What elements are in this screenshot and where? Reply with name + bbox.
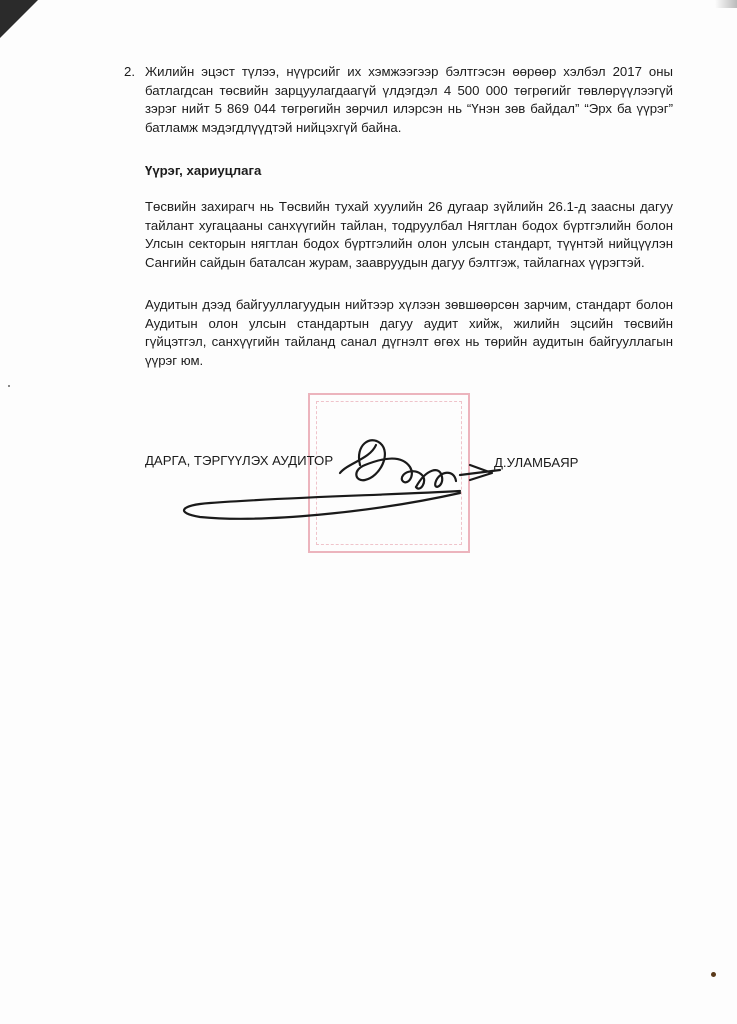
handwritten-signature	[170, 425, 510, 535]
scan-corner-shadow	[0, 0, 38, 38]
paragraph-responsibility-auditor	[145, 296, 673, 370]
paragraph-responsibility-manager	[145, 198, 673, 272]
section-heading: Үүрэг, хариуцлага	[145, 163, 262, 178]
list-item-number: 2.	[124, 64, 135, 79]
scan-dot	[8, 385, 10, 387]
signatory-name: Д.УЛАМБАЯР	[494, 455, 579, 470]
list-item-text: Жилийн эцэст түлээ, нүүрсийг их хэмжээгээр бэлтгэсэн өөрөөр хэлбэл 2017 оны батлагдсан төсвийн зарцуулагдаагүй үлдэгдэл 4 500 000 төгрөгийг төвлөрүүлээгүй зэрэг нийт 5 869 044 төгрөгийн зөрчил илэрсэн нь “Үнэн зөв байдал” “Эрх ба үүрэг” батламж мэдэгдлүүдтэй нийцэхгүй байна.	[145, 64, 673, 135]
signatory-title: ДАРГА, ТЭРГҮҮЛЭХ АУДИТОР	[145, 453, 334, 468]
paragraph-text: Аудитын дээд байгууллагуудын нийтээр хүлээн зөвшөөрсөн зарчим, стандарт болон Аудитын олон улсын стандартын дагуу аудит хийж, жилийн эцсийн төсвийн гүйцэтгэл, санхүүгийн тайланд санал дүгнэлт өгөх нь төрийн аудитын байгууллагын үүрэг юм.	[145, 297, 673, 368]
scan-speck	[711, 972, 716, 977]
scan-edge-shadow	[715, 0, 737, 8]
paragraph-text: Төсвийн захирагч нь Төсвийн тухай хуулийн 26 дугаар зүйлийн 26.1-д заасны дагуу тайлант хугацааны санхүүгийн тайлан, тодруулбал Нягтлан бодох бүртгэлийн болон Улсын секторын нягтлан бодох бүртгэлийн олон улсын стандарт, түүнтэй нийцүүлэн Сангийн сайдын баталсан журам, заавруудын дагуу бэлтгэж, тайлагнах үүрэгтэй.	[145, 199, 673, 270]
